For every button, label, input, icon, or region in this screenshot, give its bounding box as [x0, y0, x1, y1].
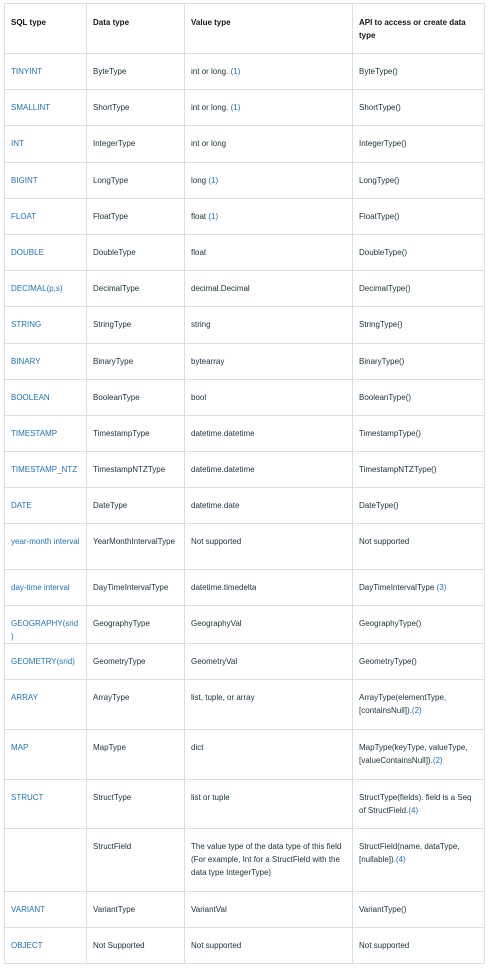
cell-data-type: DayTimeIntervalType — [87, 570, 185, 606]
footnote-link[interactable]: (1) — [230, 103, 241, 112]
cell-value-type — [185, 892, 353, 928]
api-text: GeographyType() — [359, 619, 422, 628]
value-type-text: Not supported — [191, 537, 242, 546]
value-type-text: bytearray — [191, 357, 225, 366]
cell-data-type: LongType — [87, 163, 185, 199]
cell-api — [353, 680, 485, 730]
value-type-text: datetime.datetime — [191, 465, 255, 474]
table-row — [5, 780, 485, 829]
cell-api — [353, 570, 485, 606]
cell-api — [353, 829, 485, 892]
api-text: TimestampType() — [359, 429, 421, 438]
cell-data-type: DateType — [87, 488, 185, 524]
footnote-link[interactable]: (4) — [408, 806, 419, 815]
cell-value-type — [185, 452, 353, 488]
cell-api — [353, 644, 485, 680]
cell-data-type: IntegerType — [87, 126, 185, 163]
cell-sql-type[interactable]: STRUCT — [5, 780, 87, 829]
cell-data-type: ByteType — [87, 54, 185, 90]
cell-api — [353, 780, 485, 829]
value-type-text: VariantVal — [191, 905, 227, 914]
cell-data-type: BooleanType — [87, 380, 185, 416]
table-row — [5, 416, 485, 452]
cell-data-type: StringType — [87, 307, 185, 344]
api-text: ByteType() — [359, 67, 398, 76]
table-row — [5, 452, 485, 488]
header-data-type: Data type — [87, 4, 185, 54]
cell-value-type — [185, 680, 353, 730]
cell-sql-type[interactable]: DOUBLE — [5, 235, 87, 271]
table-row — [5, 235, 485, 271]
table-row — [5, 524, 485, 570]
cell-api — [353, 54, 485, 90]
cell-api — [353, 199, 485, 235]
value-type-text: datetime.datetime — [191, 429, 255, 438]
cell-sql-type[interactable]: GEOGRAPHY(srid) — [5, 606, 87, 644]
cell-data-type: GeometryType — [87, 644, 185, 680]
cell-data-type: StructField — [87, 829, 185, 892]
table-row — [5, 606, 485, 644]
cell-api — [353, 90, 485, 126]
api-text: DoubleType() — [359, 248, 408, 257]
api-text: StringType() — [359, 320, 403, 329]
value-type-text: long — [191, 176, 207, 185]
footnote-link[interactable]: (1) — [208, 212, 219, 221]
table-row — [5, 928, 485, 964]
cell-api — [353, 928, 485, 964]
value-type-text: GeometryVal — [191, 657, 238, 666]
cell-data-type: TimestampNTZType — [87, 452, 185, 488]
cell-data-type: TimestampType — [87, 416, 185, 452]
cell-data-type: DecimalType — [87, 271, 185, 307]
value-type-text: Not supported — [191, 941, 242, 950]
table-row — [5, 829, 485, 892]
cell-data-type: ShortType — [87, 90, 185, 126]
cell-data-type: BinaryType — [87, 344, 185, 380]
value-type-text: decimal.Decimal — [191, 284, 250, 293]
api-text: MapType(keyType, valueType, [valueContainsNull]). — [359, 743, 468, 765]
cell-sql-type[interactable]: TIMESTAMP_NTZ — [5, 452, 87, 488]
cell-value-type — [185, 416, 353, 452]
cell-api — [353, 416, 485, 452]
api-text: StructType(fields). field is a Seq of StructField. — [359, 793, 472, 815]
cell-sql-type[interactable]: MAP — [5, 730, 87, 780]
table-row — [5, 488, 485, 524]
cell-value-type — [185, 235, 353, 271]
cell-api — [353, 892, 485, 928]
value-type-text: bool — [191, 393, 207, 402]
cell-sql-type[interactable]: BOOLEAN — [5, 380, 87, 416]
cell-sql-type[interactable]: BIGINT — [5, 163, 87, 199]
table-body — [5, 54, 485, 964]
cell-value-type — [185, 126, 353, 163]
footnote-link[interactable]: (1) — [230, 67, 241, 76]
value-type-text: int or long — [191, 139, 227, 148]
cell-sql-type[interactable]: TIMESTAMP — [5, 416, 87, 452]
api-text: LongType() — [359, 176, 400, 185]
footnote-link[interactable]: (2) — [411, 706, 422, 715]
cell-data-type: ArrayType — [87, 680, 185, 730]
value-type-text: string — [191, 320, 211, 329]
cell-value-type — [185, 524, 353, 570]
cell-sql-type[interactable]: ARRAY — [5, 680, 87, 730]
cell-sql-type[interactable]: OBJECT — [5, 928, 87, 964]
cell-sql-type[interactable]: TINYINT — [5, 54, 87, 90]
value-type-text: float — [191, 248, 207, 257]
cell-api — [353, 163, 485, 199]
table-row — [5, 199, 485, 235]
value-type-text: float — [191, 212, 207, 221]
cell-sql-type[interactable]: DECIMAL(p,s) — [5, 271, 87, 307]
cell-data-type: Not Supported — [87, 928, 185, 964]
value-type-text: datetime.date — [191, 501, 240, 510]
api-text: Not supported — [359, 537, 410, 546]
table-row — [5, 126, 485, 163]
cell-data-type: MapType — [87, 730, 185, 780]
cell-sql-type[interactable]: INT — [5, 126, 87, 163]
api-text: Not supported — [359, 941, 410, 950]
cell-value-type — [185, 307, 353, 344]
cell-value-type — [185, 90, 353, 126]
header-value-type: Value type — [185, 4, 353, 54]
cell-sql-type[interactable]: FLOAT — [5, 199, 87, 235]
api-text: BooleanType() — [359, 393, 412, 402]
cell-value-type — [185, 928, 353, 964]
table-row — [5, 90, 485, 126]
cell-sql-type[interactable]: year-month interval — [5, 524, 87, 570]
cell-value-type — [185, 271, 353, 307]
cell-value-type — [185, 380, 353, 416]
cell-api — [353, 606, 485, 644]
cell-sql-type[interactable]: STRING — [5, 307, 87, 344]
value-type-text: list, tuple, or array — [191, 693, 255, 702]
value-type-text: dict — [191, 743, 204, 752]
table-row — [5, 730, 485, 780]
cell-api — [353, 380, 485, 416]
api-text: VariantType() — [359, 905, 407, 914]
value-type-text: datetime.timedelta — [191, 583, 257, 592]
cell-api — [353, 344, 485, 380]
cell-api — [353, 730, 485, 780]
api-text: IntegerType() — [359, 139, 407, 148]
cell-sql-type[interactable]: day-time interval — [5, 570, 87, 606]
cell-api — [353, 126, 485, 163]
cell-value-type — [185, 163, 353, 199]
table-row — [5, 344, 485, 380]
footnote-link[interactable]: (4) — [395, 855, 406, 864]
cell-sql-type[interactable]: GEOMETRY(srid) — [5, 644, 87, 680]
api-text: DecimalType() — [359, 284, 411, 293]
cell-value-type — [185, 488, 353, 524]
table-row — [5, 644, 485, 680]
footnote-link[interactable]: (2) — [432, 756, 443, 765]
cell-api — [353, 235, 485, 271]
api-text: ShortType() — [359, 103, 401, 112]
cell-sql-type[interactable] — [5, 829, 87, 892]
value-type-text: int or long. — [191, 67, 229, 76]
api-text: StructField(name, dataType, [nullable]). — [359, 842, 460, 864]
table-row — [5, 271, 485, 307]
cell-data-type: GeographyType — [87, 606, 185, 644]
header-api: API to access or create data type — [353, 4, 485, 54]
value-type-text: list or tuple — [191, 793, 230, 802]
cell-value-type — [185, 54, 353, 90]
cell-value-type — [185, 780, 353, 829]
cell-value-type — [185, 570, 353, 606]
cell-data-type: DoubleType — [87, 235, 185, 271]
cell-api — [353, 271, 485, 307]
header-sql-type: SQL type — [5, 4, 87, 54]
cell-value-type — [185, 606, 353, 644]
cell-data-type: VariantType — [87, 892, 185, 928]
cell-sql-type[interactable]: SMALLINT — [5, 90, 87, 126]
cell-data-type: YearMonthIntervalType — [87, 524, 185, 570]
table-row — [5, 163, 485, 199]
footnote-link[interactable]: (1) — [208, 176, 219, 185]
type-mapping-table-container — [4, 3, 485, 964]
value-type-text: GeographyVal — [191, 619, 242, 628]
cell-value-type — [185, 199, 353, 235]
cell-data-type: StructType — [87, 780, 185, 829]
api-text: DateType() — [359, 501, 399, 510]
api-text: DayTimeIntervalType — [359, 583, 435, 592]
cell-sql-type[interactable]: VARIANT — [5, 892, 87, 928]
cell-value-type — [185, 829, 353, 892]
table-row — [5, 307, 485, 344]
api-text: ArrayType(elementType, [containsNull]). — [359, 693, 447, 715]
api-text: BinaryType() — [359, 357, 405, 366]
table-row — [5, 892, 485, 928]
footnote-link[interactable]: (3) — [436, 583, 447, 592]
cell-value-type — [185, 344, 353, 380]
cell-api — [353, 488, 485, 524]
table-row — [5, 54, 485, 90]
api-text: GeometryType() — [359, 657, 417, 666]
api-text: FloatType() — [359, 212, 400, 221]
cell-sql-type[interactable]: DATE — [5, 488, 87, 524]
table-row — [5, 380, 485, 416]
table-row — [5, 680, 485, 730]
table-row — [5, 570, 485, 606]
cell-api — [353, 452, 485, 488]
cell-value-type — [185, 730, 353, 780]
value-type-text: int or long. — [191, 103, 229, 112]
table-header-row — [5, 4, 485, 54]
cell-api — [353, 524, 485, 570]
cell-value-type — [185, 644, 353, 680]
cell-sql-type[interactable]: BINARY — [5, 344, 87, 380]
api-text: TimestampNTZType() — [359, 465, 437, 474]
value-type-text: The value type of the data type of this field (For example, Int for a StructField with the data type IntegerType) — [191, 842, 342, 877]
cell-data-type: FloatType — [87, 199, 185, 235]
cell-api — [353, 307, 485, 344]
type-mapping-table — [4, 3, 485, 964]
